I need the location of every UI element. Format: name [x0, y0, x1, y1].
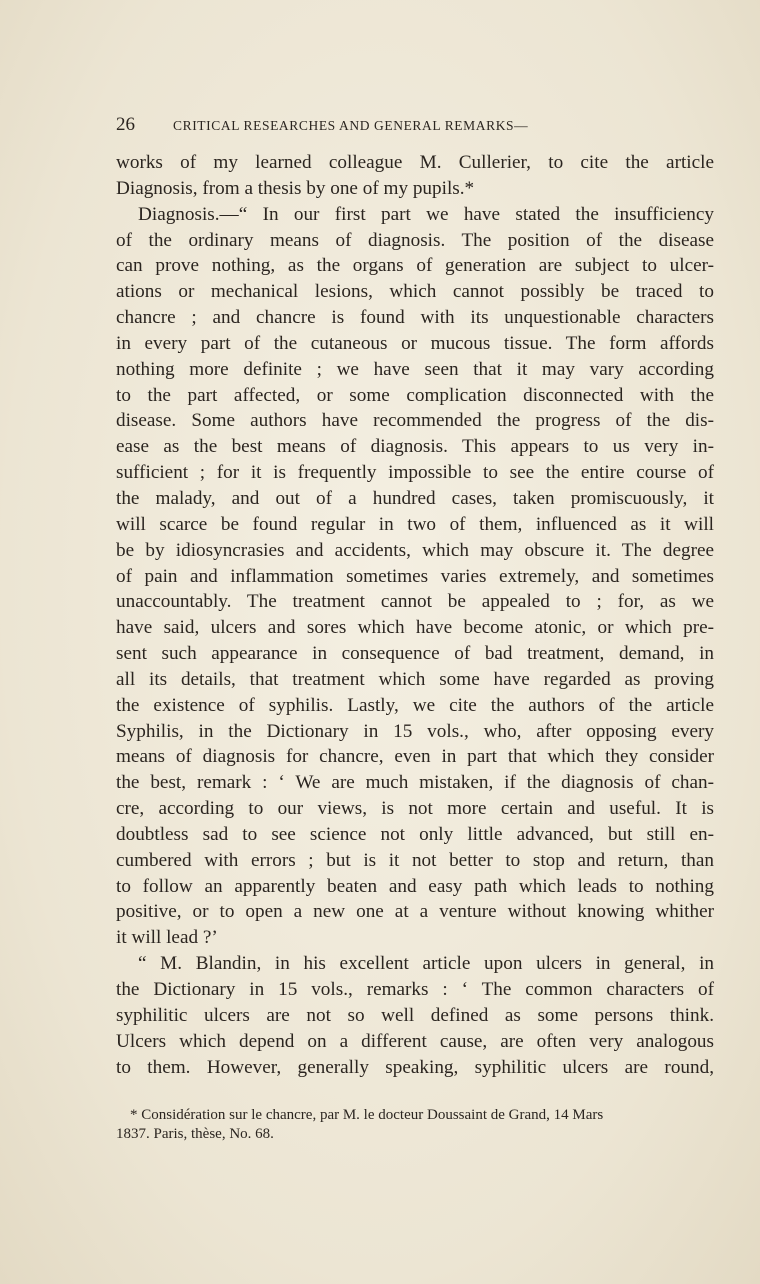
- body-line: cumbered with errors ; but is it not better to stop and return, than: [116, 849, 714, 871]
- body-line: positive, or to open a new one at a venture without knowing whither: [116, 901, 714, 923]
- running-head-title: CRITICAL RESEARCHES AND GENERAL REMARKS—: [173, 118, 529, 133]
- page-number: 26: [116, 114, 135, 135]
- body-line: the malady, and out of a hundred cases, taken promiscuously, it: [116, 487, 714, 509]
- body-line: Ulcers which depend on a different cause, are often very analogous: [116, 1030, 714, 1052]
- body-line: the best, remark : ‘ We are much mistaken, if the diagnosis of chan-: [116, 772, 714, 794]
- body-line: sufficient ; for it is frequently impossible to see the entire course of: [116, 462, 714, 484]
- body-line: of the ordinary means of diagnosis. The position of the disease: [116, 229, 714, 251]
- body-line: to them. However, generally speaking, syphilitic ulcers are round,: [116, 1056, 714, 1078]
- body-line: nothing more definite ; we have seen that it may vary according: [116, 358, 714, 380]
- footnote: [116, 1106, 714, 1144]
- running-head: [116, 112, 716, 138]
- body-line: unaccountably. The treatment cannot be appealed to ; for, as we: [116, 591, 714, 613]
- body-line: Diagnosis, from a thesis by one of my pupils.*: [116, 177, 475, 199]
- footnote-line: 1837. Paris, thèse, No. 68.: [116, 1126, 274, 1142]
- body-line: works of my learned colleague M. Cullerier, to cite the article: [116, 152, 714, 173]
- body-line: all its details, that treatment which some have regarded as proving: [116, 668, 714, 690]
- body-line: means of diagnosis for chancre, even in part that which they consider: [116, 746, 714, 768]
- body-line: Syphilis, in the Dictionary in 15 vols., who, after opposing every: [116, 720, 714, 742]
- body-line: can prove nothing, as the organs of generation are subject to ulcer-: [116, 255, 714, 277]
- body-line: in every part of the cutaneous or mucous tissue. The form affords: [116, 332, 714, 354]
- body-line: doubtless sad to see science not only little advanced, but still en-: [116, 823, 714, 845]
- body-line: chancre ; and chancre is found with its unquestionable characters: [116, 307, 714, 329]
- body-line: Diagnosis.—“ In our first part we have stated the insufficiency: [138, 203, 714, 225]
- body-line: of pain and inflammation sometimes varies extremely, and sometimes: [116, 565, 714, 587]
- body-line: ease as the best means of diagnosis. This appears to us very in-: [116, 436, 714, 458]
- body-line: have said, ulcers and sores which have become atonic, or which pre-: [116, 617, 714, 639]
- body-text: [116, 150, 714, 1080]
- body-line: sent such appearance in consequence of bad treatment, demand, in: [116, 643, 714, 665]
- footnote-line: * Considération sur le chancre, par M. le docteur Doussaint de Grand, 14 Mars: [130, 1107, 604, 1123]
- body-line: cre, according to our views, is not more certain and useful. It is: [116, 798, 714, 820]
- body-line: will scarce be found regular in two of them, influenced as it will: [116, 513, 714, 535]
- body-line: ations or mechanical lesions, which cannot possibly be traced to: [116, 281, 714, 303]
- body-line: syphilitic ulcers are not so well defined as some persons think.: [116, 1004, 714, 1026]
- body-line: disease. Some authors have recommended the progress of the dis-: [116, 410, 714, 432]
- body-line: the Dictionary in 15 vols., remarks : ‘ The common characters of: [116, 979, 714, 1000]
- body-line: be by idiosyncrasies and accidents, which may obscure it. The degree: [116, 539, 714, 561]
- body-line: “ M. Blandin, in his excellent article upon ulcers in general, in: [138, 953, 714, 975]
- body-line: to follow an apparently beaten and easy path which leads to nothing: [116, 875, 714, 897]
- body-line: to the part affected, or some complication disconnected with the: [116, 384, 714, 406]
- body-line: the existence of syphilis. Lastly, we cite the authors of the article: [116, 694, 714, 716]
- body-line: it will lead ?’: [116, 927, 218, 949]
